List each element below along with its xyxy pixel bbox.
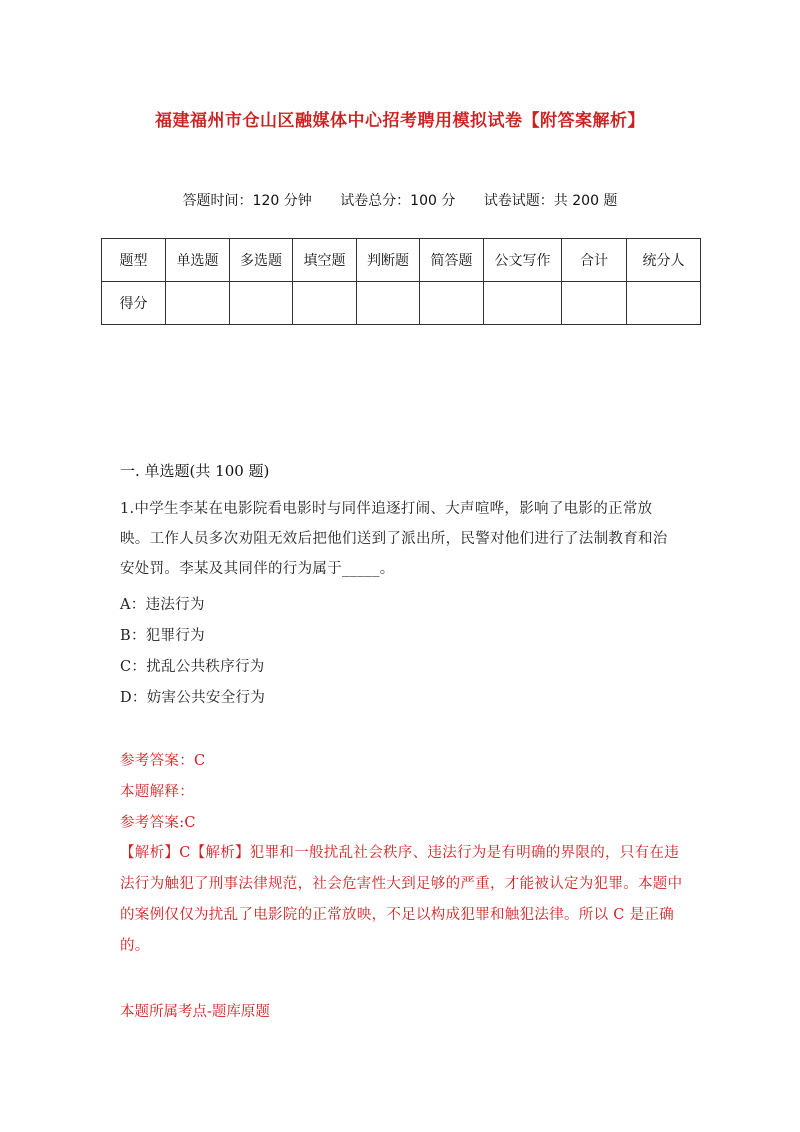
score-table — [101, 238, 701, 325]
score-row-label: 得分 — [102, 282, 166, 325]
score-cell — [420, 282, 484, 325]
question-source: 本题所属考点-题库原题 — [120, 1004, 270, 1020]
score-cell — [357, 282, 420, 325]
section-title: 一. 单选题(共 100 题) — [120, 462, 270, 480]
option-c: C：扰乱公共秩序行为 — [120, 659, 265, 675]
exam-question-count: 试卷试题：共 200 题 — [483, 193, 618, 209]
option-b: B：犯罪行为 — [120, 628, 205, 644]
header-cell: 填空题 — [293, 239, 357, 282]
score-cell — [627, 282, 701, 325]
score-cell — [230, 282, 293, 325]
score-cell — [484, 282, 562, 325]
score-cell — [293, 282, 357, 325]
header-cell: 合计 — [562, 239, 627, 282]
header-cell: 统分人 — [627, 239, 701, 282]
exam-meta — [0, 190, 800, 210]
question-stem: 1.中学生李某在电影院看电影时与同伴追逐打闹、大声喧哗，影响了电影的正常放映。工作人员多次劝阻无效后把他们送到了派出所，民警对他们进行了法制教育和治安处罚。李某及其同伴的行为属于_____。 — [120, 501, 668, 577]
score-table-score-row — [102, 282, 701, 325]
score-cell — [166, 282, 230, 325]
option-a: A：违法行为 — [120, 597, 205, 613]
document-title: 福建福州市仓山区融媒体中心招考聘用模拟试卷【附答案解析】 — [155, 111, 645, 131]
reference-answer-2: 参考答案:C — [120, 815, 196, 831]
header-cell: 判断题 — [357, 239, 420, 282]
option-d: D：妨害公共安全行为 — [120, 690, 266, 706]
exam-total-score: 试卷总分：100 分 — [340, 193, 456, 209]
explanation-text: 【解析】C【解析】犯罪和一般扰乱社会秩序、违法行为是有明确的界限的，只有在违法行为触犯了刑事法律规范，社会危害性大到足够的严重，才能被认定为犯罪。本题中的案例仅仅为扰乱了电影院的正常放映，不足以构成犯罪和触犯法律。所以 C 是正确的。 — [120, 845, 683, 954]
header-cell: 简答题 — [420, 239, 484, 282]
header-cell: 多选题 — [230, 239, 293, 282]
score-table-header-row — [102, 239, 701, 282]
exam-time: 答题时间：120 分钟 — [182, 193, 312, 209]
header-cell: 公文写作 — [484, 239, 562, 282]
header-cell: 单选题 — [166, 239, 230, 282]
reference-answer: 参考答案：C — [120, 753, 206, 769]
analysis-label: 本题解释： — [120, 784, 194, 800]
header-cell: 题型 — [102, 239, 166, 282]
score-cell — [562, 282, 627, 325]
